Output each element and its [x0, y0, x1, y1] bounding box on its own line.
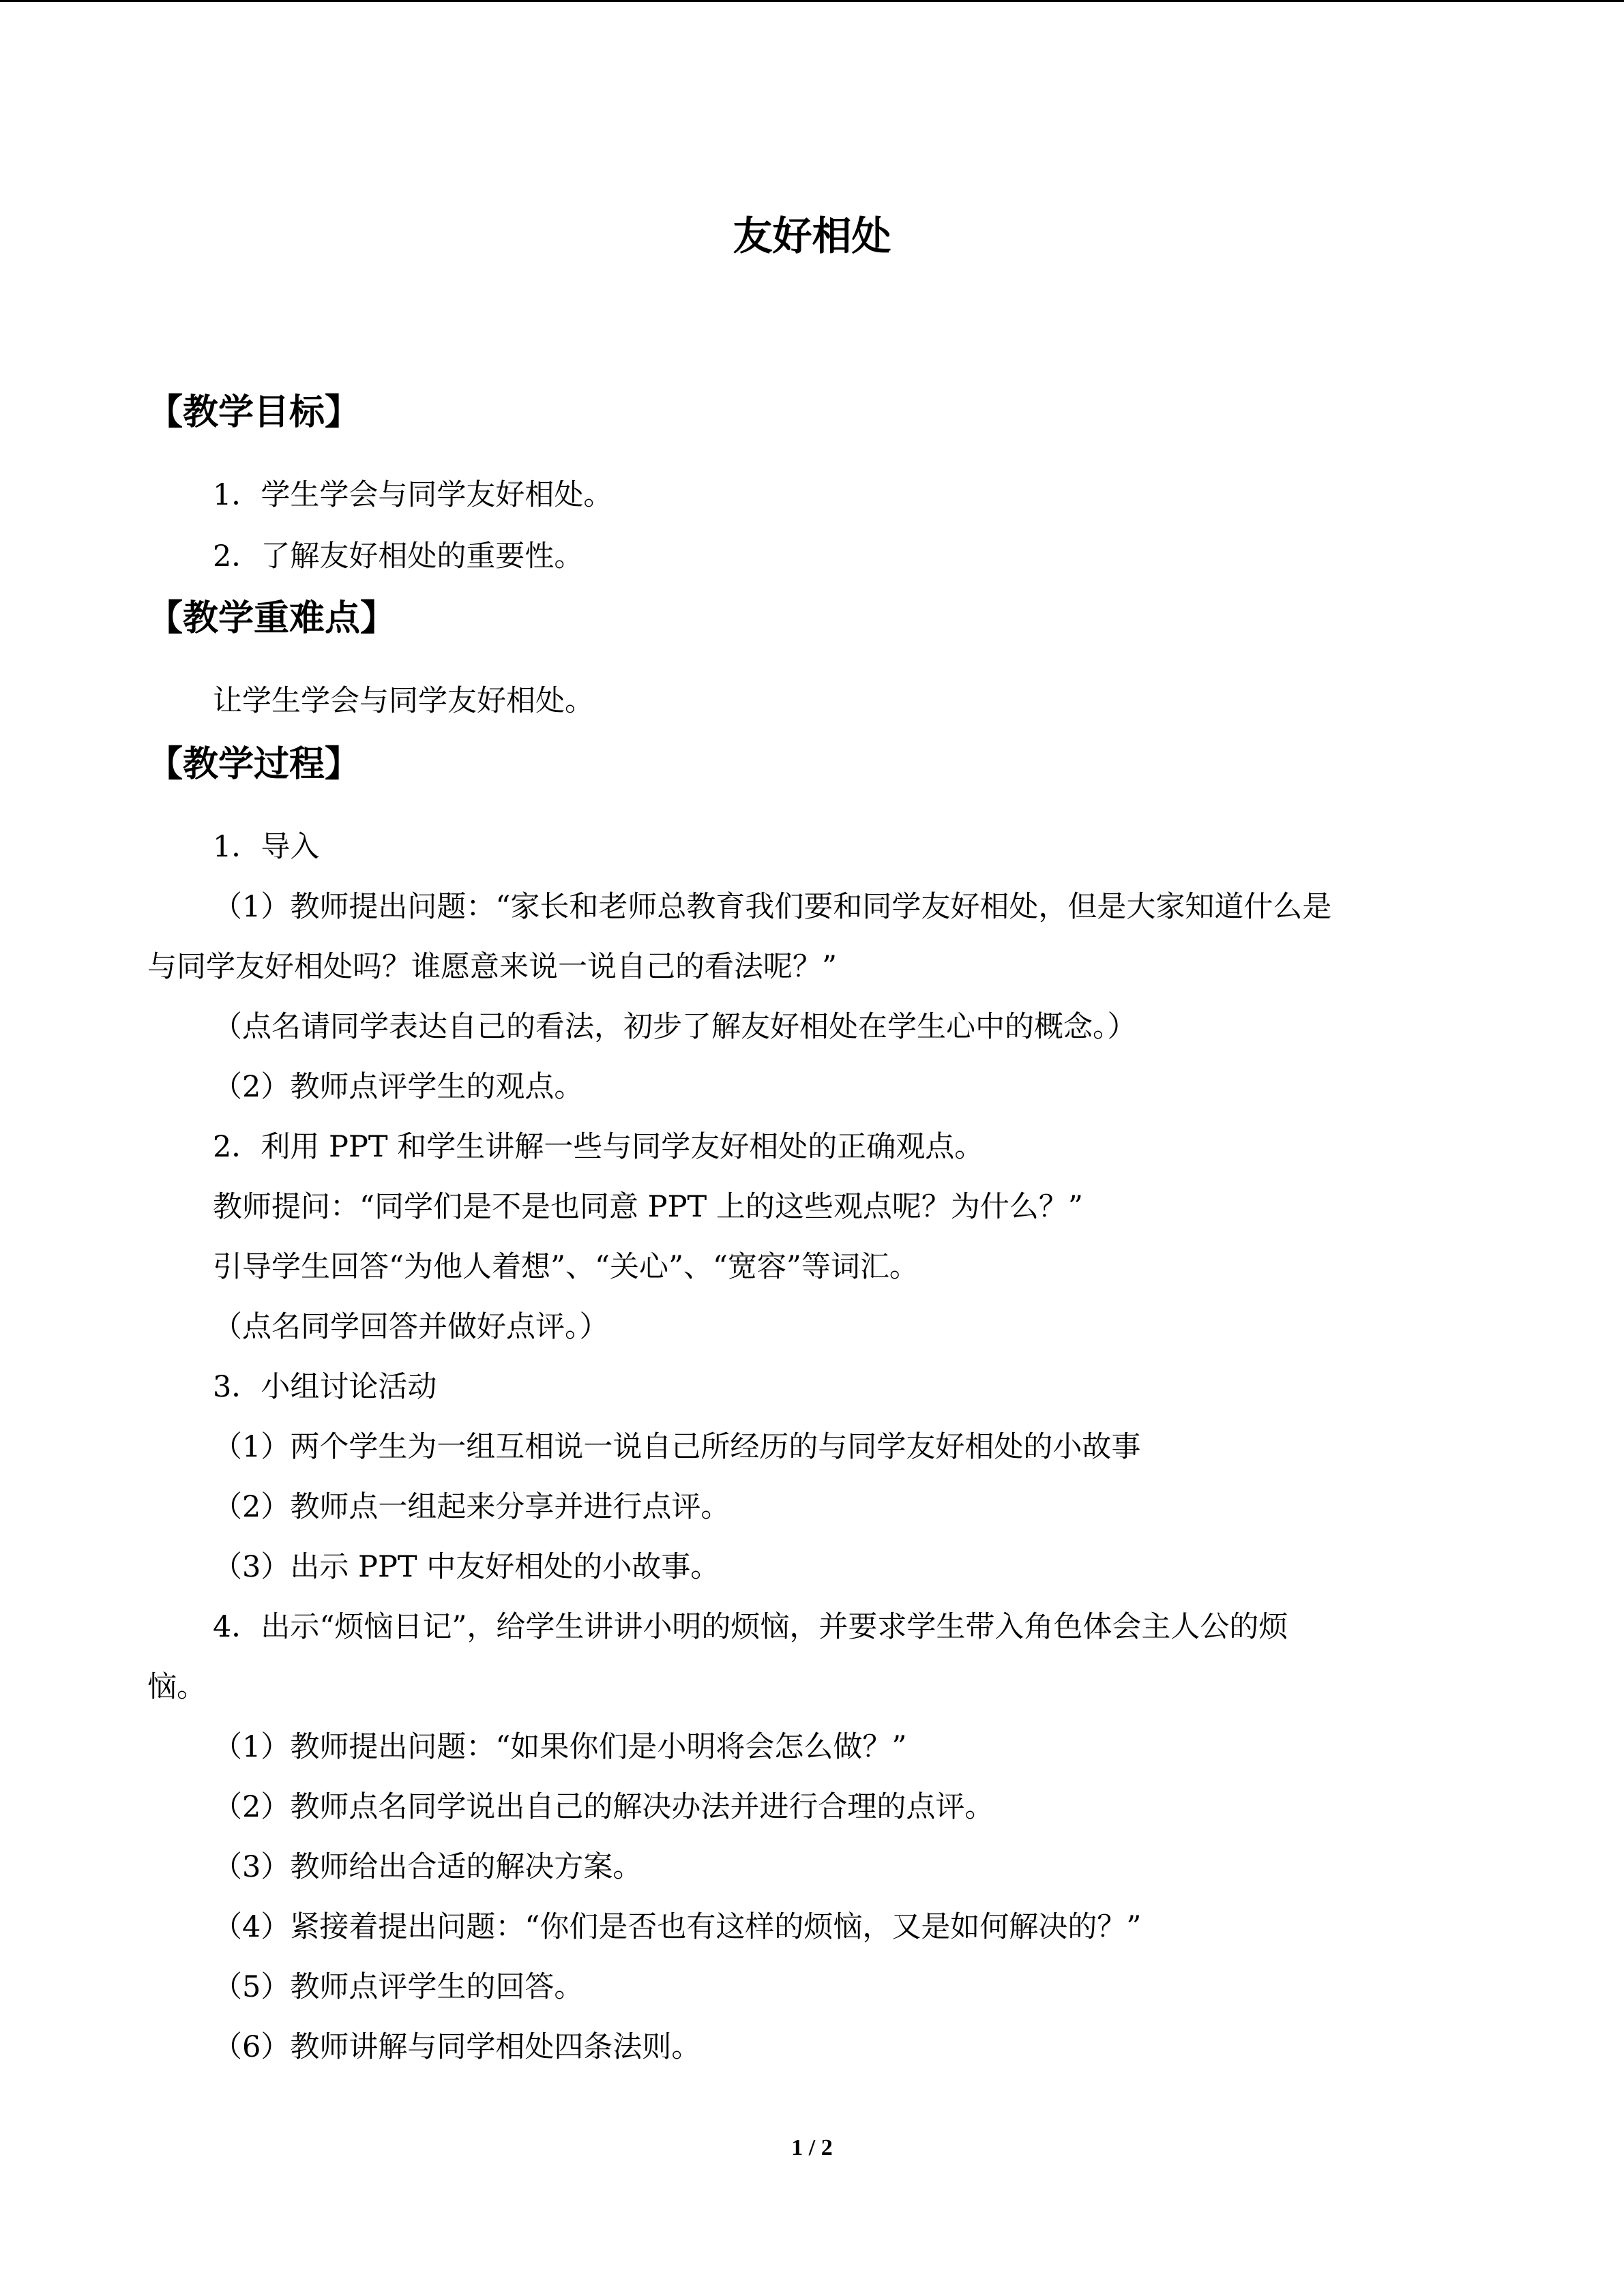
process-line: 引导学生回答“为他人着想”、“关心”、“宽容”等词汇。	[213, 1250, 919, 1284]
process-line: 3．小组讨论活动	[213, 1370, 437, 1404]
process-line: 恼。	[147, 1670, 206, 1704]
document-title: 友好相处	[733, 213, 891, 259]
objective-line: 2．了解友好相处的重要性。	[213, 539, 584, 573]
process-line: （1）教师提出问题：“如果你们是小明将会怎么做？”	[213, 1730, 907, 1764]
section-heading-key-points: 【教学重难点】	[147, 598, 396, 639]
process-line: （3）出示 PPT 中友好相处的小故事。	[213, 1550, 720, 1584]
process-line: （2）教师点名同学说出自己的解决办法并进行合理的点评。	[213, 1790, 994, 1824]
objective-line: 1．学生学会与同学友好相处。	[213, 478, 613, 512]
process-line: （1）教师提出问题：“家长和老师总教育我们要和同学友好相处，但是大家知道什么是	[213, 890, 1332, 924]
section-heading-objectives: 【教学目标】	[147, 392, 361, 433]
process-line: 4．出示“烦恼日记”，给学生讲讲小明的烦恼，并要求学生带入角色体会主人公的烦	[213, 1610, 1288, 1644]
process-line: （1）两个学生为一组互相说一说自己所经历的与同学友好相处的小故事	[213, 1430, 1141, 1464]
process-line: （点名同学回答并做好点评。）	[213, 1310, 609, 1344]
process-line: 教师提问：“同学们是不是也同意 PPT 上的这些观点呢？为什么？”	[213, 1190, 1083, 1224]
process-line: （点名请同学表达自己的看法，初步了解友好相处在学生心中的概念。）	[213, 1010, 1137, 1044]
section-heading-process: 【教学过程】	[147, 744, 361, 785]
top-border-line	[0, 0, 1624, 2]
key-point-line: 让学生学会与同学友好相处。	[213, 684, 594, 718]
process-line: 与同学友好相处吗？谁愿意来说一说自己的看法呢？”	[147, 950, 837, 984]
process-line: （2）教师点评学生的观点。	[213, 1070, 584, 1104]
page-number: 1 / 2	[791, 2135, 833, 2160]
process-line: （2）教师点一组起来分享并进行点评。	[213, 1490, 730, 1524]
process-line: 2．利用 PPT 和学生讲解一些与同学友好相处的正确观点。	[213, 1130, 984, 1164]
process-line: 1．导入	[213, 830, 320, 864]
process-line: （3）教师给出合适的解决方案。	[213, 1850, 643, 1884]
process-line: （4）紧接着提出问题：“你们是否也有这样的烦恼，又是如何解决的？”	[213, 1910, 1142, 1944]
process-line: （5）教师点评学生的回答。	[213, 1970, 584, 2004]
process-line: （6）教师讲解与同学相处四条法则。	[213, 2030, 701, 2064]
